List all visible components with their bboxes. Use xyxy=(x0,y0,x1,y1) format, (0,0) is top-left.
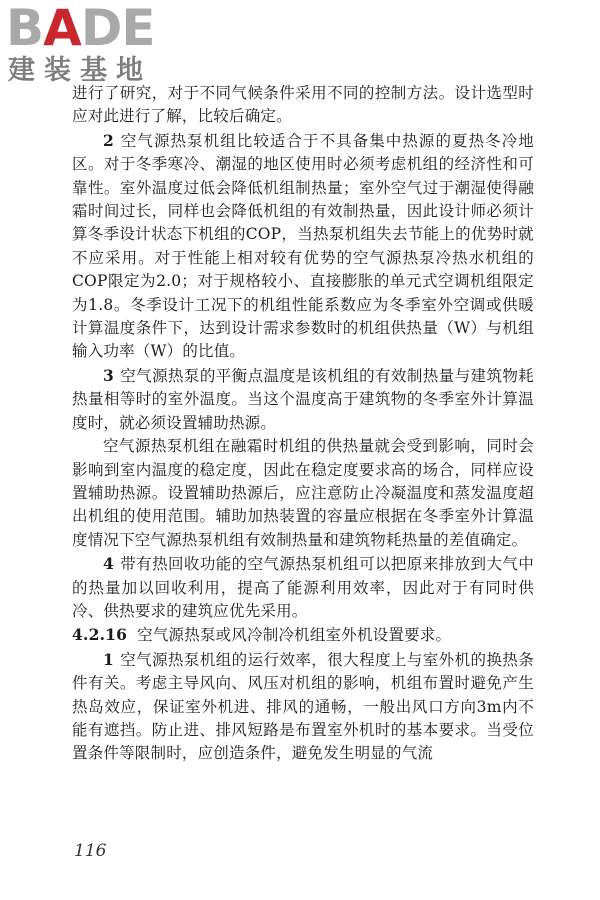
paragraph: 空气源热泵机组在融霜时机组的供热量就会受到影响，同时会影响到室内温度的稳定度，因此在稳定度要求高的场合，同样应设置辅助热源。设置辅助热源后，应注意防止冷凝温度和蒸发温度超出机组的使用范围。辅助加热装置的容量应根据在冬季室外计算温度情况下空气源热泵机组有效制热量和建筑物耗热量的差值确定。 xyxy=(72,437,534,549)
paragraph-continuation: 进行了研究，对于不同气候条件采用不同的控制方法。设计选型时应对此进行了解，比较后确定。 xyxy=(72,84,534,126)
section-heading: 4.2.16 空气源热泵或风冷制冷机组室外机设置要求。 xyxy=(72,625,452,645)
logo-subtitle: 建装基地 xyxy=(8,55,152,86)
clause-item: 4 带有热回收功能的空气源热泵机组可以把原来排放到大气中的热量加以回收利用，提高了能源利用效率，因此对于有同时供冷、供热要求的建筑应优先采用。 xyxy=(72,554,534,620)
body-text xyxy=(72,82,534,766)
clause-item: 3 空气源热泵的平衡点温度是该机组的有效制热量与建筑物耗热量相等时的室外温度。当这个温度高于建筑物的冬季室外计算温度时，就必须设置辅助热源。 xyxy=(72,365,534,432)
logo-wordmark: BADE xyxy=(6,0,155,57)
bade-logo xyxy=(6,2,176,94)
clause-item: 2 空气源热泵机组比较适合于不具备集中热源的夏热冬冷地区。对于冬季寒冷、潮湿的地区使用时必须考虑机组的经济性和可靠性。室外温度过低会降低机组制热量；室外空气过于潮湿使得融霜时间过长，同样也会降低机组的有效制热量，因此设计师必须计算冬季设计状态下机组的COP，当热泵机组失去节能上的优势时就不应采用。对于性能上相对较有优势的空气源热泵冷热水机组的COP限定为2.0；对于规格较小、直接膨胀的单元式空调机组限定为1.8。冬季设计工况下的机组性能系数应为冬季室外空调或供暖计算温度条件下，达到设计需求参数时的机组供热量（W）与机组输入功率（W）的比值。 xyxy=(72,130,534,361)
clause-item: 1 空气源热泵机组的运行效率，很大程度上与室外机的换热条件有关。考虑主导风向、风压对机组的影响，机组布置时避免产生热岛效应，保证室外机进、排风的通畅，一般出风口方向3m内不能有遮挡。防止进、排风短路是布置室外机时的基本要求。当受位置条件等限制时，应创造条件，避免发生明显的气流 xyxy=(72,649,534,763)
page-number: 116 xyxy=(74,841,107,861)
